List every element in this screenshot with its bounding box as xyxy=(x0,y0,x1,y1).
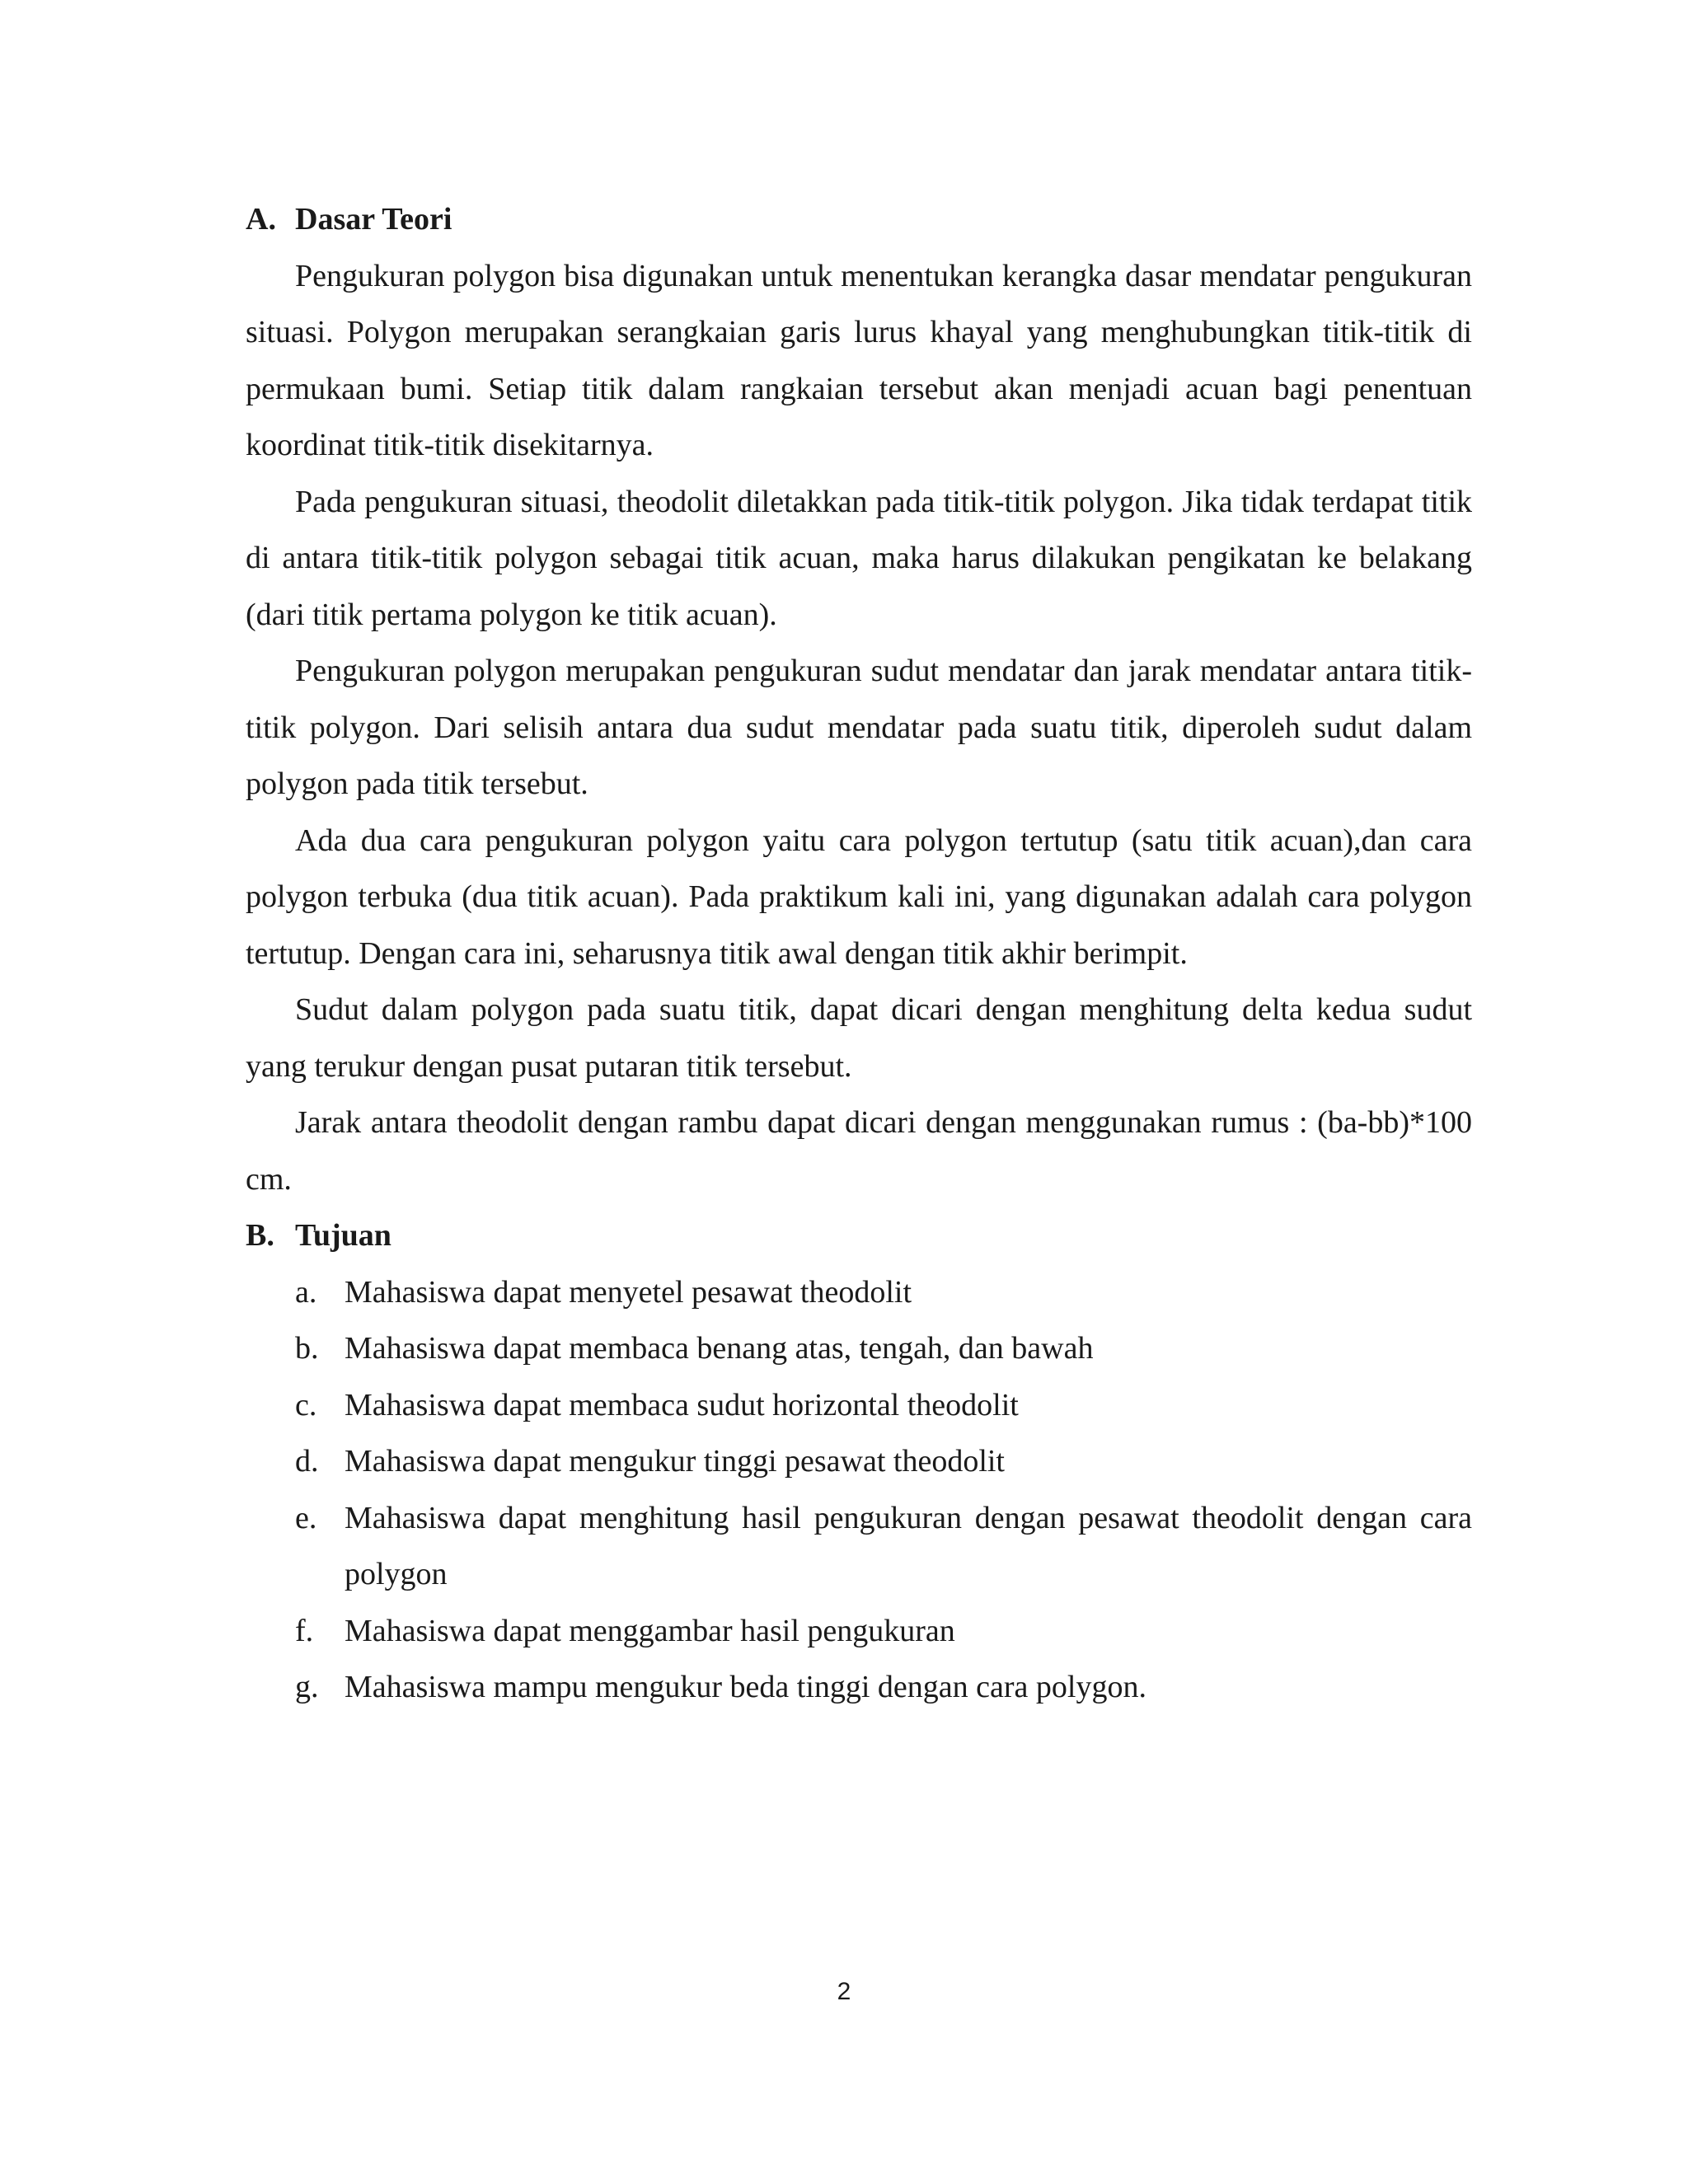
list-item xyxy=(246,1320,1472,1377)
page-number: 2 xyxy=(837,1978,851,2005)
section-b-title: Tujuan xyxy=(295,1218,392,1253)
list-marker: g. xyxy=(295,1670,319,1704)
list-marker: b. xyxy=(295,1331,319,1366)
list-item xyxy=(246,1377,1472,1434)
list-item-text: Mahasiswa mampu mengukur beda tinggi dengan cara polygon. xyxy=(345,1670,1146,1704)
section-b-letter: B. xyxy=(246,1218,274,1253)
objectives-list xyxy=(246,1264,1472,1716)
paragraph-4: Ada dua cara pengukuran polygon yaitu cara polygon tertutup (satu titik acuan),dan cara polygon terbuka (dua titik acuan). Pada praktikum kali ini, yang digunakan adalah cara polygon tertutup. Dengan cara ini, seharusnya titik awal dengan titik akhir berimpit. xyxy=(246,823,1472,971)
paragraph-3: Pengukuran polygon merupakan pengukuran sudut mendatar dan jarak mendatar antara titik-titik polygon. Dari selisih antara dua sudut mendatar pada suatu titik, diperoleh sudut dalam polygon pada titik tersebut. xyxy=(246,654,1472,801)
list-item-text: Mahasiswa dapat membaca sudut horizontal theodolit xyxy=(345,1387,1019,1422)
paragraph-6: Jarak antara theodolit dengan rambu dapat dicari dengan menggunakan rumus : (ba-bb)*100 cm. xyxy=(246,1105,1472,1197)
section-a-title: Dasar Teori xyxy=(295,202,452,237)
page-content xyxy=(246,191,1472,1716)
list-item-text: Mahasiswa dapat mengukur tinggi pesawat theodolit xyxy=(345,1444,1005,1479)
list-marker: d. xyxy=(295,1444,319,1479)
list-item-text: Mahasiswa dapat membaca benang atas, tengah, dan bawah xyxy=(345,1331,1094,1366)
list-marker: e. xyxy=(295,1500,317,1535)
list-item xyxy=(246,1264,1472,1321)
paragraph-1: Pengukuran polygon bisa digunakan untuk menentukan kerangka dasar mendatar pengukuran situasi. Polygon merupakan serangkaian garis lurus khayal yang menghubungkan titik-titik di permukaan bumi. Setiap titik dalam rangkaian tersebut akan menjadi acuan bagi penentuan koordinat titik-titik disekitarnya. xyxy=(246,258,1472,462)
section-a-letter: A. xyxy=(246,202,276,237)
list-item xyxy=(246,1490,1472,1603)
paragraph-2: Pada pengukuran situasi, theodolit diletakkan pada titik-titik polygon. Jika tidak terdapat titik di antara titik-titik polygon sebagai titik acuan, maka harus dilakukan pengikatan ke belakang (dari titik pertama polygon ke titik acuan). xyxy=(246,484,1472,632)
list-item xyxy=(246,1659,1472,1716)
list-item xyxy=(246,1433,1472,1490)
list-marker: a. xyxy=(295,1274,317,1310)
list-item-text: Mahasiswa dapat menggambar hasil pengukuran xyxy=(345,1613,955,1648)
list-item-text: Mahasiswa dapat menghitung hasil pengukuran dengan pesawat theodolit dengan cara polygon xyxy=(345,1500,1472,1591)
paragraph-5: Sudut dalam polygon pada suatu titik, dapat dicari dengan menghitung delta kedua sudut yang terukur dengan pusat putaran titik tersebut. xyxy=(246,992,1472,1084)
list-item xyxy=(246,1603,1472,1660)
section-a-heading xyxy=(246,191,1472,248)
list-marker: c. xyxy=(295,1387,317,1422)
section-b-heading xyxy=(246,1207,1472,1264)
list-item-text: Mahasiswa dapat menyetel pesawat theodolit xyxy=(345,1274,912,1310)
list-marker: f. xyxy=(295,1613,314,1648)
